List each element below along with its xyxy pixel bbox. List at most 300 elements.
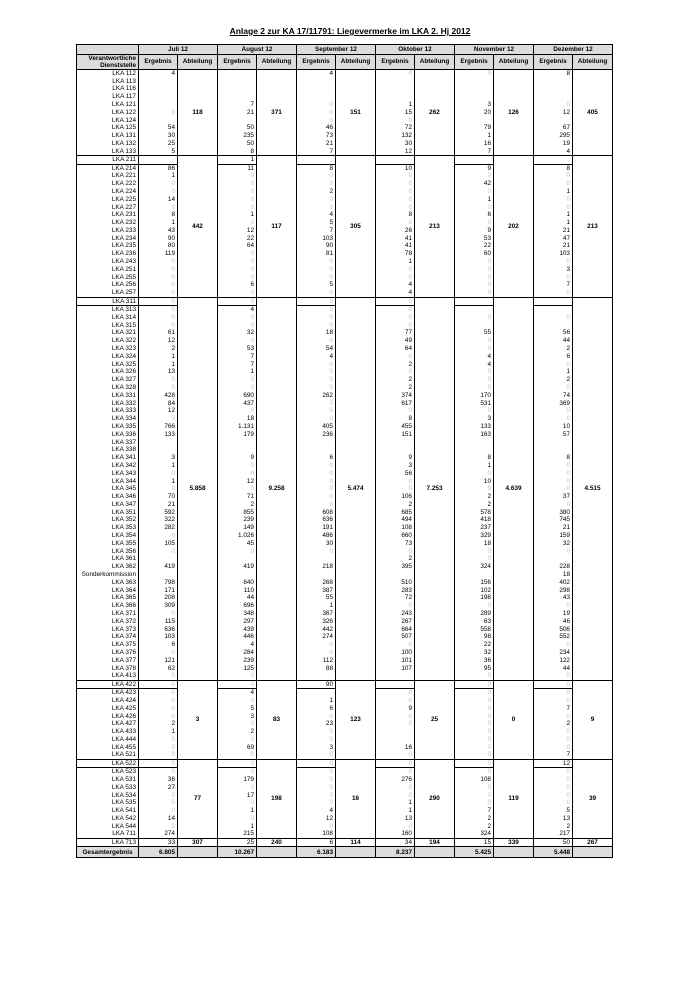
ergebnis-cell: 0: [139, 109, 178, 117]
dienststelle-label: LKA 373: [77, 626, 139, 634]
ergebnis-cell: 0: [218, 680, 257, 689]
dienststelle-label: LKA 352: [77, 516, 139, 524]
abteilung-total: 262: [415, 70, 455, 156]
ergebnis-cell: 2: [297, 188, 336, 196]
label-column-header: Verantwortliche Dienststelle: [77, 55, 139, 70]
abteilung-total: 339: [494, 838, 534, 847]
ergebnis-cell: 766: [139, 423, 178, 431]
dienststelle-label: LKA 236: [77, 250, 139, 258]
dienststelle-label: LKA 227: [77, 203, 139, 211]
ergebnis-cell: 0: [218, 274, 257, 282]
dienststelle-label: LKA 333: [77, 407, 139, 415]
ergebnis-cell: 0: [297, 297, 336, 306]
dienststelle-label: LKA 124: [77, 116, 139, 124]
dienststelle-label: LKA 427: [77, 720, 139, 728]
ergebnis-cell: [455, 306, 494, 314]
ergebnis-cell: 322: [139, 516, 178, 524]
header-corner: [77, 45, 139, 55]
ergebnis-cell: 1: [534, 368, 573, 376]
dienststelle-label: Sonderkommission: [77, 571, 139, 579]
ergebnis-cell: 0: [376, 172, 415, 180]
ergebnis-cell: 0: [297, 759, 336, 768]
ergebnis-cell: 326: [297, 618, 336, 626]
ergebnis-cell: 0: [376, 407, 415, 415]
ergebnis-cell: 510: [376, 579, 415, 587]
ergebnis-cell: 0: [376, 759, 415, 768]
ergebnis-cell: 0: [455, 602, 494, 610]
ergebnis-cell: 13: [534, 815, 573, 823]
ergebnis-cell: 62: [139, 664, 178, 672]
ergebnis-cell: 84: [139, 399, 178, 407]
ergebnis-cell: 0: [455, 548, 494, 556]
ergebnis-cell: 236: [297, 431, 336, 439]
ergebnis-cell: 0: [139, 697, 178, 705]
ergebnis-cell: 56: [376, 470, 415, 478]
ergebnis-cell: 45: [218, 540, 257, 548]
dienststelle-label: LKA 346: [77, 493, 139, 501]
ergebnis-cell: 170: [455, 392, 494, 400]
ergebnis-cell: 18: [534, 571, 573, 579]
ergebnis-cell: 0: [139, 736, 178, 744]
ergebnis-cell: 0: [376, 784, 415, 792]
ergebnis-cell: 0: [534, 728, 573, 736]
ergebnis-cell: [139, 85, 178, 93]
ergebnis-cell: [455, 571, 494, 579]
ergebnis-cell: 53: [455, 235, 494, 243]
ergebnis-cell: [455, 297, 494, 306]
ergebnis-cell: [534, 78, 573, 86]
ergebnis-cell: 0: [376, 485, 415, 493]
col-ergebnis-header: Ergebnis: [376, 55, 415, 70]
ergebnis-cell: 0: [139, 266, 178, 274]
ergebnis-cell: 1: [534, 188, 573, 196]
ergebnis-cell: 108: [376, 524, 415, 532]
dienststelle-label: LKA 325: [77, 360, 139, 368]
dienststelle-label: LKA 122: [77, 109, 139, 117]
ergebnis-cell: 8: [218, 148, 257, 156]
ergebnis-cell: 3: [139, 454, 178, 462]
ergebnis-cell: 0: [376, 791, 415, 799]
ergebnis-cell: 0: [376, 689, 415, 697]
ergebnis-cell: [218, 446, 257, 454]
ergebnis-cell: 3: [218, 712, 257, 720]
ergebnis-cell: 0: [534, 415, 573, 423]
dienststelle-label: LKA 133: [77, 148, 139, 156]
ergebnis-cell: [376, 156, 415, 165]
ergebnis-cell: 0: [139, 610, 178, 618]
ergebnis-cell: 0: [534, 672, 573, 680]
abteilung-total: 240: [257, 838, 297, 847]
dienststelle-label: LKA 425: [77, 705, 139, 713]
ergebnis-cell: 0: [376, 188, 415, 196]
ergebnis-cell: 1: [455, 196, 494, 204]
ergebnis-cell: [218, 555, 257, 563]
ergebnis-cell: [218, 70, 257, 78]
ergebnis-cell: 0: [218, 172, 257, 180]
ergebnis-cell: 5: [139, 148, 178, 156]
dienststelle-label: LKA 535: [77, 799, 139, 807]
ergebnis-cell: 12: [139, 337, 178, 345]
ergebnis-cell: 34: [376, 838, 415, 847]
ergebnis-cell: 25: [139, 140, 178, 148]
ergebnis-cell: [297, 156, 336, 165]
ergebnis-cell: 6: [455, 211, 494, 219]
ergebnis-cell: 4: [218, 641, 257, 649]
ergebnis-cell: 0: [455, 314, 494, 322]
ergebnis-cell: 0: [534, 203, 573, 211]
ergebnis-cell: 49: [376, 337, 415, 345]
ergebnis-cell: 0: [534, 470, 573, 478]
ergebnis-cell: 10: [376, 164, 415, 172]
ergebnis-cell: 191: [297, 524, 336, 532]
ergebnis-cell: 0: [455, 289, 494, 297]
ergebnis-cell: 0: [297, 258, 336, 266]
ergebnis-cell: 8: [534, 454, 573, 462]
dienststelle-label: LKA 345: [77, 485, 139, 493]
ergebnis-cell: 0: [455, 720, 494, 728]
ergebnis-cell: 0: [297, 784, 336, 792]
dienststelle-label: LKA 255: [77, 274, 139, 282]
ergebnis-cell: 0: [534, 360, 573, 368]
ergebnis-cell: 47: [534, 235, 573, 243]
table-row: [77, 838, 613, 847]
table-body: [77, 70, 613, 847]
ergebnis-cell: 1: [139, 477, 178, 485]
ergebnis-cell: 696: [218, 602, 257, 610]
abteilung-total: 4.639: [494, 297, 534, 680]
ergebnis-cell: [218, 93, 257, 101]
ergebnis-cell: 43: [139, 227, 178, 235]
ergebnis-cell: 0: [218, 258, 257, 266]
abteilung-total: 3: [178, 680, 218, 759]
ergebnis-cell: 15: [455, 838, 494, 847]
ergebnis-cell: 0: [297, 649, 336, 657]
abteilung-total: 7.253: [415, 297, 455, 680]
ergebnis-cell: 12: [376, 148, 415, 156]
ergebnis-cell: 6: [297, 838, 336, 847]
dienststelle-label: LKA 327: [77, 376, 139, 384]
ergebnis-cell: 69: [218, 744, 257, 752]
ergebnis-cell: 106: [376, 493, 415, 501]
ergebnis-cell: 2: [218, 728, 257, 736]
ergebnis-cell: 1.131: [218, 423, 257, 431]
dienststelle-label: LKA 338: [77, 446, 139, 454]
abteilung-total: 114: [336, 838, 376, 847]
ergebnis-cell: 0: [455, 172, 494, 180]
dienststelle-label: LKA 235: [77, 242, 139, 250]
ergebnis-cell: [297, 555, 336, 563]
total-label: Gesamtergebnis: [77, 847, 139, 858]
ergebnis-cell: 0: [139, 791, 178, 799]
ergebnis-cell: [139, 116, 178, 124]
col-ergebnis-header: Ergebnis: [297, 55, 336, 70]
ergebnis-cell: 374: [376, 392, 415, 400]
table-row: [77, 297, 613, 306]
ergebnis-cell: 274: [297, 633, 336, 641]
col-abteilung-header: Abteilung: [336, 55, 376, 70]
ergebnis-cell: 112: [297, 657, 336, 665]
ergebnis-cell: 121: [139, 657, 178, 665]
ergebnis-cell: 0: [376, 306, 415, 314]
ergebnis-cell: 0: [455, 376, 494, 384]
ergebnis-cell: [534, 438, 573, 446]
ergebnis-cell: 0: [455, 470, 494, 478]
dienststelle-label: LKA 336: [77, 431, 139, 439]
ergebnis-cell: 0: [376, 353, 415, 361]
total-august: 10.267: [218, 847, 257, 858]
ergebnis-cell: 0: [534, 736, 573, 744]
ergebnis-cell: 103: [297, 235, 336, 243]
ergebnis-cell: 0: [534, 641, 573, 649]
ergebnis-cell: 0: [376, 712, 415, 720]
ergebnis-cell: [218, 85, 257, 93]
ergebnis-cell: 0: [376, 314, 415, 322]
ergebnis-cell: 262: [297, 392, 336, 400]
ergebnis-cell: 0: [455, 784, 494, 792]
dienststelle-label: LKA 243: [77, 258, 139, 266]
ergebnis-cell: 0: [534, 289, 573, 297]
ergebnis-cell: 54: [297, 345, 336, 353]
ergebnis-cell: 0: [297, 321, 336, 329]
ergebnis-cell: 10: [534, 423, 573, 431]
ergebnis-cell: 0: [139, 532, 178, 540]
ergebnis-cell: [297, 571, 336, 579]
ergebnis-cell: 13: [139, 368, 178, 376]
dienststelle-label: LKA 521: [77, 751, 139, 759]
ergebnis-cell: 86: [139, 164, 178, 172]
abteilung-total: 83: [257, 680, 297, 759]
dienststelle-label: LKA 214: [77, 164, 139, 172]
ergebnis-cell: 0: [297, 548, 336, 556]
ergebnis-cell: 12: [534, 109, 573, 117]
dienststelle-label: LKA 426: [77, 712, 139, 720]
ergebnis-cell: 0: [455, 345, 494, 353]
ergebnis-cell: 12: [534, 759, 573, 768]
ergebnis-cell: 664: [376, 626, 415, 634]
dienststelle-label: LKA 533: [77, 784, 139, 792]
table-row: [77, 680, 613, 689]
ergebnis-cell: 57: [534, 431, 573, 439]
ergebnis-cell: 2: [534, 823, 573, 831]
ergebnis-cell: 37: [534, 493, 573, 501]
table-row: [77, 70, 613, 78]
ergebnis-cell: [534, 555, 573, 563]
ergebnis-cell: 1: [376, 807, 415, 815]
ergebnis-cell: 0: [297, 266, 336, 274]
ergebnis-cell: 419: [218, 563, 257, 571]
ergebnis-cell: [139, 571, 178, 579]
ergebnis-cell: 0: [297, 728, 336, 736]
month-header-august: August 12: [218, 45, 297, 55]
abteilung-total: 5.474: [336, 297, 376, 680]
total-oktober: 8.237: [376, 847, 415, 858]
ergebnis-cell: [376, 85, 415, 93]
ergebnis-cell: 10: [455, 477, 494, 485]
ergebnis-cell: 4: [297, 70, 336, 78]
ergebnis-cell: 21: [534, 242, 573, 250]
ergebnis-cell: 2: [218, 501, 257, 509]
dienststelle-label: LKA 353: [77, 524, 139, 532]
total-november: 5.425: [455, 847, 494, 858]
ergebnis-cell: 46: [297, 124, 336, 132]
abteilung-total: 117: [257, 156, 297, 297]
ergebnis-cell: 592: [139, 509, 178, 517]
ergebnis-cell: 50: [218, 124, 257, 132]
ergebnis-cell: 80: [139, 242, 178, 250]
ergebnis-cell: 22: [455, 242, 494, 250]
ergebnis-cell: 21: [534, 227, 573, 235]
ergebnis-cell: 0: [534, 712, 573, 720]
abteilung-total: 405: [573, 70, 613, 156]
ergebnis-cell: 0: [297, 470, 336, 478]
ergebnis-cell: [455, 321, 494, 329]
ergebnis-cell: 0: [455, 728, 494, 736]
ergebnis-cell: 0: [218, 784, 257, 792]
ergebnis-cell: 419: [139, 563, 178, 571]
dienststelle-label: LKA 332: [77, 399, 139, 407]
abteilung-total: 213: [415, 156, 455, 297]
ergebnis-cell: [139, 78, 178, 86]
col-ergebnis-header: Ergebnis: [218, 55, 257, 70]
ergebnis-cell: [534, 116, 573, 124]
ergebnis-cell: 125: [218, 664, 257, 672]
ergebnis-cell: 1: [218, 156, 257, 165]
ergebnis-cell: 9: [455, 227, 494, 235]
ergebnis-cell: 218: [297, 563, 336, 571]
ergebnis-cell: 0: [139, 712, 178, 720]
dienststelle-label: LKA 365: [77, 594, 139, 602]
ergebnis-cell: 3: [297, 744, 336, 752]
ergebnis-cell: 1: [376, 101, 415, 109]
ergebnis-cell: 0: [376, 297, 415, 306]
ergebnis-cell: 98: [455, 633, 494, 641]
ergebnis-cell: 107: [376, 664, 415, 672]
ergebnis-cell: 81: [297, 250, 336, 258]
dienststelle-label: LKA 251: [77, 266, 139, 274]
ergebnis-cell: 12: [139, 407, 178, 415]
ergebnis-cell: [376, 571, 415, 579]
dienststelle-label: LKA 211: [77, 156, 139, 165]
ergebnis-cell: [376, 672, 415, 680]
ergebnis-cell: 0: [297, 376, 336, 384]
ergebnis-cell: 0: [297, 776, 336, 784]
ergebnis-cell: 1: [376, 799, 415, 807]
dienststelle-label: LKA 541: [77, 807, 139, 815]
ergebnis-cell: 198: [455, 594, 494, 602]
col-abteilung-header: Abteilung: [415, 55, 455, 70]
ergebnis-cell: 6: [534, 353, 573, 361]
ergebnis-cell: 16: [376, 744, 415, 752]
ergebnis-cell: 348: [218, 610, 257, 618]
ergebnis-cell: 2: [376, 360, 415, 368]
ergebnis-cell: 0: [297, 368, 336, 376]
abteilung-total: 194: [415, 838, 455, 847]
ergebnis-cell: 7: [297, 227, 336, 235]
ergebnis-cell: 12: [297, 815, 336, 823]
dienststelle-label: LKA 116: [77, 85, 139, 93]
ergebnis-cell: 90: [297, 680, 336, 689]
ergebnis-cell: 43: [534, 594, 573, 602]
ergebnis-cell: 608: [297, 509, 336, 517]
dienststelle-label: LKA 311: [77, 297, 139, 306]
ergebnis-cell: 8: [376, 211, 415, 219]
ergebnis-cell: 2: [455, 493, 494, 501]
ergebnis-cell: 0: [297, 462, 336, 470]
ergebnis-cell: 0: [297, 289, 336, 297]
ergebnis-cell: 0: [455, 689, 494, 697]
ergebnis-cell: 0: [297, 399, 336, 407]
ergebnis-cell: 8: [297, 164, 336, 172]
ergebnis-cell: 6: [139, 641, 178, 649]
ergebnis-cell: 3: [534, 266, 573, 274]
abteilung-total: 307: [178, 838, 218, 847]
ergebnis-cell: 578: [455, 509, 494, 517]
ergebnis-cell: [139, 555, 178, 563]
dienststelle-label: LKA 523: [77, 768, 139, 776]
ergebnis-cell: 32: [218, 329, 257, 337]
col-abteilung-header: Abteilung: [573, 55, 613, 70]
column-header-row: [77, 55, 613, 70]
ergebnis-cell: 0: [455, 751, 494, 759]
table-row: [77, 156, 613, 165]
ergebnis-cell: 108: [455, 776, 494, 784]
ergebnis-cell: 0: [297, 751, 336, 759]
ergebnis-cell: 0: [455, 712, 494, 720]
ergebnis-cell: [139, 438, 178, 446]
ergebnis-cell: 0: [376, 548, 415, 556]
ergebnis-cell: 7: [297, 148, 336, 156]
ergebnis-cell: 0: [297, 477, 336, 485]
ergebnis-cell: 70: [139, 493, 178, 501]
ergebnis-cell: 0: [139, 470, 178, 478]
ergebnis-cell: 1.026: [218, 532, 257, 540]
ergebnis-cell: 30: [376, 140, 415, 148]
ergebnis-cell: 0: [297, 485, 336, 493]
ergebnis-cell: 163: [455, 431, 494, 439]
ergebnis-cell: 0: [297, 641, 336, 649]
ergebnis-cell: 0: [297, 736, 336, 744]
ergebnis-cell: 132: [376, 132, 415, 140]
ergebnis-cell: 2: [455, 815, 494, 823]
total-juli: 6.805: [139, 847, 178, 858]
ergebnis-cell: 0: [455, 258, 494, 266]
ergebnis-cell: 239: [218, 516, 257, 524]
abteilung-total: 371: [257, 70, 297, 156]
ergebnis-cell: 437: [218, 399, 257, 407]
ergebnis-cell: 9: [218, 454, 257, 462]
ergebnis-cell: 1: [139, 360, 178, 368]
ergebnis-cell: 0: [218, 751, 257, 759]
ergebnis-cell: 72: [376, 594, 415, 602]
ergebnis-cell: 0: [139, 281, 178, 289]
ergebnis-cell: 439: [218, 626, 257, 634]
ergebnis-cell: 56: [534, 329, 573, 337]
dienststelle-label: LKA 363: [77, 579, 139, 587]
ergebnis-cell: 18: [455, 540, 494, 548]
ergebnis-cell: 0: [297, 712, 336, 720]
ergebnis-cell: 44: [218, 594, 257, 602]
ergebnis-cell: 101: [376, 657, 415, 665]
ergebnis-cell: 4: [297, 211, 336, 219]
ergebnis-cell: 0: [297, 337, 336, 345]
ergebnis-cell: 0: [218, 485, 257, 493]
dienststelle-label: LKA 377: [77, 657, 139, 665]
dienststelle-label: LKA 351: [77, 509, 139, 517]
ergebnis-cell: 0: [297, 493, 336, 501]
ergebnis-cell: 1: [139, 219, 178, 227]
ergebnis-cell: 18: [218, 415, 257, 423]
ergebnis-cell: 243: [376, 610, 415, 618]
